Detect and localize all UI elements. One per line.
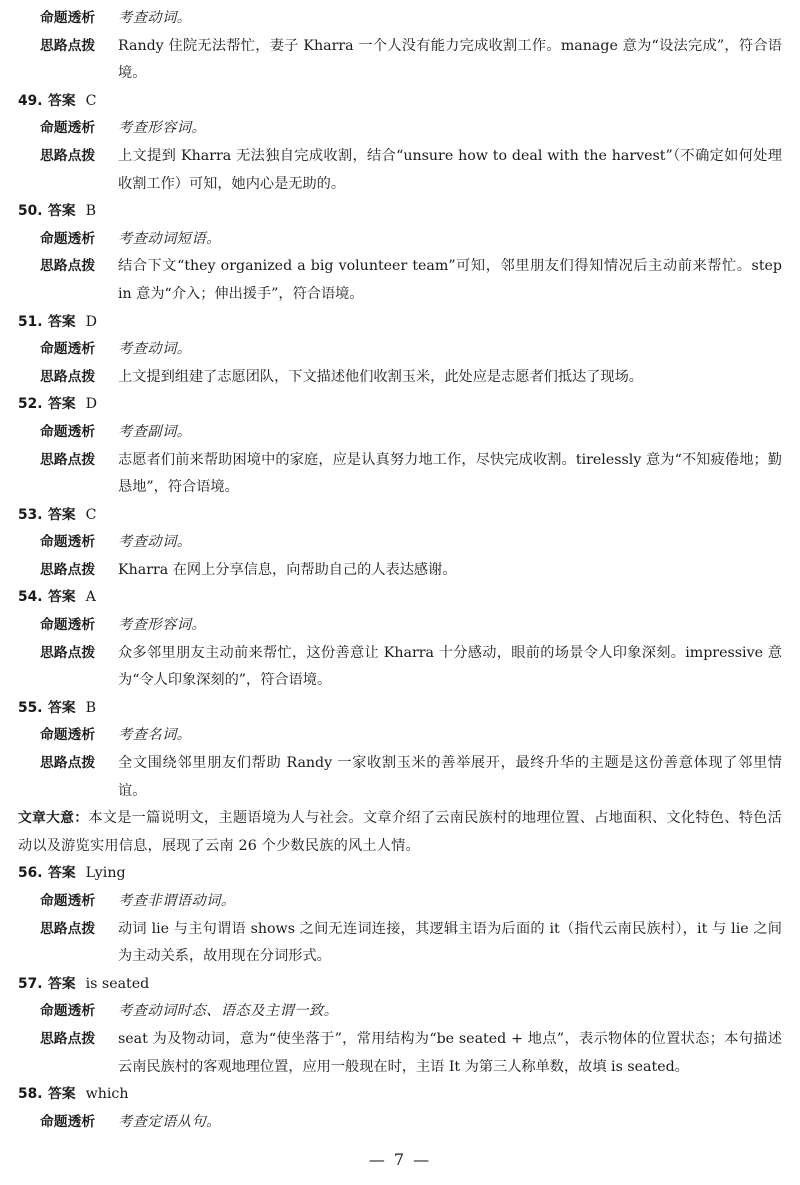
analysis-label: 命题透析 bbox=[40, 727, 96, 744]
analysis-label: 命题透析 bbox=[40, 893, 96, 909]
hint-label: 思路点拨 bbox=[40, 147, 96, 164]
analysis bbox=[18, 226, 782, 254]
question-header bbox=[18, 1081, 782, 1109]
answer-label: 答案 bbox=[48, 313, 76, 330]
question-block bbox=[18, 584, 782, 694]
analysis bbox=[18, 998, 782, 1026]
hint-text: seat 为及物动词，意为“使坐落于”，常用结构为“be seated + 地点”，表示物体的位置状态；本句描述云南民族村的客观地理位置，应用一般现在时，主语 It 为第三人称单数，故填 is seated。 bbox=[118, 1030, 782, 1075]
hint bbox=[18, 1026, 782, 1081]
question-number: 49. bbox=[18, 92, 43, 109]
hint-text: 志愿者们前来帮助困境中的家庭，应是认真努力地工作，尽快完成收割。tirelessly 意为“不知疲倦地；勤恳地”，符合语境。 bbox=[118, 451, 782, 496]
hint-text: Kharra 在网上分享信息，向帮助自己的人表达感谢。 bbox=[118, 561, 457, 578]
intro-hint-label: 思路点拨 bbox=[40, 37, 96, 54]
analysis-text: 考查非谓语动词。 bbox=[118, 893, 236, 909]
intro-hint bbox=[18, 33, 782, 88]
question-block bbox=[18, 695, 782, 805]
question-number: 50. bbox=[18, 203, 43, 220]
intro-hint-text: Randy 住院无法帮忙，妻子 Kharra 一个人没有能力完成收割工作。manage 意为“设法完成”，符合语境。 bbox=[118, 37, 782, 82]
analysis-label: 命题透析 bbox=[40, 423, 96, 440]
analysis-label: 命题透析 bbox=[40, 120, 96, 137]
analysis bbox=[18, 529, 782, 557]
question-header bbox=[18, 391, 782, 419]
question-number: 58. bbox=[18, 1086, 43, 1103]
hint bbox=[18, 750, 782, 805]
hint-text: 全文围绕邻里朋友们帮助 Randy 一家收割玉米的善举展开，最终升华的主题是这份善意体现了邻里情谊。 bbox=[118, 755, 782, 799]
answer-value: D bbox=[85, 313, 97, 330]
hint bbox=[18, 143, 782, 198]
hint bbox=[18, 447, 782, 502]
answer-document bbox=[18, 5, 782, 1136]
page-number: — 7 — bbox=[368, 1150, 432, 1169]
answer-value: C bbox=[85, 506, 97, 523]
analysis-text: 考查副词。 bbox=[118, 423, 192, 440]
answer-label: 答案 bbox=[48, 92, 76, 109]
question-block bbox=[18, 502, 782, 585]
question-number: 52. bbox=[18, 396, 43, 413]
answer-label: 答案 bbox=[48, 203, 76, 220]
analysis-label: 命题透析 bbox=[40, 341, 96, 358]
hint-label: 思路点拨 bbox=[40, 644, 96, 661]
question-header bbox=[18, 695, 782, 723]
question-header bbox=[18, 584, 782, 612]
hint-label: 思路点拨 bbox=[40, 368, 96, 385]
question-block bbox=[18, 860, 782, 970]
answer-value: C bbox=[85, 92, 97, 109]
question-block bbox=[18, 88, 782, 198]
hint-text: 众多邻里朋友主动前来帮忙，这份善意让 Kharra 十分感动，眼前的场景令人印象深刻。impressive 意为“令人印象深刻的”，符合语境。 bbox=[118, 644, 782, 689]
summary-label: 文章大意： bbox=[18, 810, 89, 827]
hint-label: 思路点拨 bbox=[40, 451, 96, 468]
question-number: 56. bbox=[18, 865, 43, 882]
answer-value: B bbox=[85, 203, 97, 220]
question-number: 54. bbox=[18, 589, 43, 606]
answer-label: 答案 bbox=[48, 589, 76, 606]
answer-value: which bbox=[85, 1086, 129, 1103]
analysis bbox=[18, 115, 782, 143]
answer-label: 答案 bbox=[48, 865, 76, 882]
question-number: 55. bbox=[18, 699, 43, 716]
answer-value: D bbox=[85, 396, 97, 413]
question-block bbox=[18, 309, 782, 392]
hint-label: 思路点拨 bbox=[40, 561, 96, 578]
question-header bbox=[18, 971, 782, 999]
hint bbox=[18, 557, 782, 585]
hint-label: 思路点拨 bbox=[40, 920, 96, 937]
hint-label: 思路点拨 bbox=[40, 755, 96, 772]
analysis bbox=[18, 722, 782, 750]
question-number: 53. bbox=[18, 506, 43, 523]
answer-value: A bbox=[85, 589, 96, 606]
analysis-label: 命题透析 bbox=[40, 1003, 96, 1020]
question-header bbox=[18, 502, 782, 530]
answer-label: 答案 bbox=[48, 1086, 76, 1103]
question-block bbox=[18, 1081, 782, 1136]
analysis bbox=[18, 336, 782, 364]
hint-text: 上文提到组建了志愿团队，下文描述他们收割玉米，此处应是志愿者们抵达了现场。 bbox=[118, 368, 643, 385]
answer-label: 答案 bbox=[48, 506, 76, 523]
answer-label: 答案 bbox=[48, 975, 76, 992]
analysis-text: 考查动词短语。 bbox=[118, 230, 221, 247]
question-header bbox=[18, 198, 782, 226]
analysis bbox=[18, 888, 782, 916]
analysis-text: 考查形容词。 bbox=[118, 617, 207, 634]
hint bbox=[18, 916, 782, 971]
question-block bbox=[18, 971, 782, 1081]
hint-text: 动词 lie 与主句谓语 shows 之间无连词连接，其逻辑主语为后面的 it（指代云南民族村），it 与 lie 之间为主动关系，故用现在分词形式。 bbox=[118, 920, 782, 965]
intro-analysis-text: 考查动词。 bbox=[118, 10, 192, 26]
hint-text: 上文提到 Kharra 无法独自完成收割，结合“unsure how to deal with the harvest”（不确定如何处理收割工作）可知，她内心是无助的。 bbox=[118, 147, 782, 192]
question-header bbox=[18, 88, 782, 116]
hint bbox=[18, 253, 782, 308]
hint-label: 思路点拨 bbox=[40, 1030, 96, 1047]
question-block bbox=[18, 198, 782, 308]
analysis-text: 考查动词。 bbox=[118, 341, 192, 358]
question-header bbox=[18, 309, 782, 337]
question-block bbox=[18, 391, 782, 501]
hint bbox=[18, 364, 782, 392]
analysis-label: 命题透析 bbox=[40, 1113, 96, 1130]
question-number: 57. bbox=[18, 975, 43, 992]
answer-label: 答案 bbox=[48, 699, 76, 716]
answer-label: 答案 bbox=[48, 396, 76, 413]
analysis-label: 命题透析 bbox=[40, 617, 96, 634]
hint-label: 思路点拨 bbox=[40, 258, 96, 275]
answer-value: is seated bbox=[85, 975, 150, 992]
hint bbox=[18, 640, 782, 695]
analysis-text: 考查名词。 bbox=[118, 727, 192, 744]
answer-value: B bbox=[85, 699, 97, 716]
analysis bbox=[18, 612, 782, 640]
analysis-text: 考查动词时态、语态及主谓一致。 bbox=[118, 1003, 339, 1020]
article-summary bbox=[18, 805, 782, 860]
hint-text: 结合下文“they organized a big volunteer team”可知，邻里朋友们得知情况后主动前来帮忙。step in 意为“介入；伸出援手”，符合语境。 bbox=[118, 258, 782, 302]
question-number: 51. bbox=[18, 313, 43, 330]
answer-value: Lying bbox=[85, 865, 126, 882]
question-header bbox=[18, 860, 782, 888]
intro-analysis bbox=[18, 5, 782, 33]
intro-analysis-label: 命题透析 bbox=[40, 10, 96, 26]
analysis-text: 考查定语从句。 bbox=[118, 1113, 221, 1130]
summary-text: 本文是一篇说明文，主题语境为人与社会。文章介绍了云南民族村的地理位置、占地面积、文化特色、特色活动以及游览实用信息，展现了云南 26 个少数民族的风土人情。 bbox=[18, 810, 782, 854]
analysis-text: 考查形容词。 bbox=[118, 120, 207, 137]
analysis bbox=[18, 1109, 782, 1137]
analysis-text: 考查动词。 bbox=[118, 534, 192, 551]
analysis bbox=[18, 419, 782, 447]
analysis-label: 命题透析 bbox=[40, 230, 96, 247]
analysis-label: 命题透析 bbox=[40, 534, 96, 551]
